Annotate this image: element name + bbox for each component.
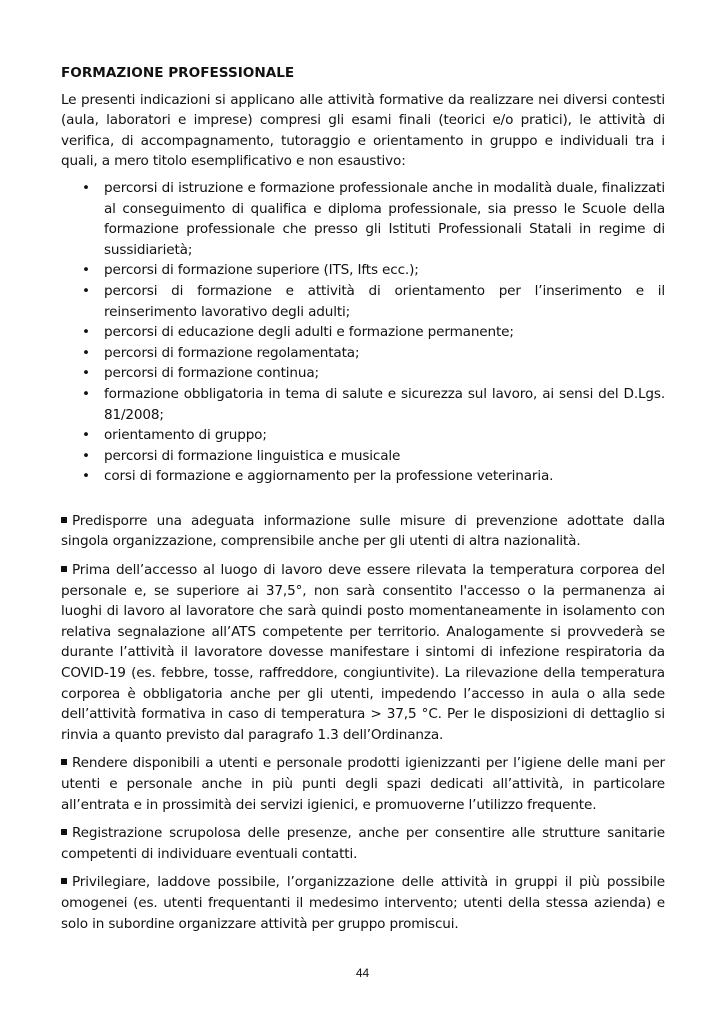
bullet-icon: • [82,385,90,402]
list-item-text: orientamento di gruppo; [104,427,267,444]
activity-list [61,178,665,487]
list-item-text: percorsi di formazione superiore (ITS, Ifts ecc.); [104,262,419,279]
measure-paragraph [61,560,665,745]
list-item-text: formazione obbligatoria in tema di salute e sicurezza sul lavoro, ai sensi del D.Lgs. 81/2008; [104,385,665,423]
list-item [61,466,665,487]
bullet-icon: • [82,427,90,444]
list-item [61,260,665,281]
list-item-text: percorsi di formazione continua; [104,365,319,382]
measure-text: Rendere disponibili a utenti e personale prodotti igienizzanti per l’igiene delle mani per utenti e personale anche in più punti degli spazi dedicati all’attività, in particolare all’entrata e in prossimità dei servizi igienici, e promuoverne l’utilizzo frequente. [61,755,665,813]
measure-paragraph [61,823,665,864]
bullet-icon: • [82,282,90,299]
bullet-icon: • [82,365,90,382]
bullet-icon: • [82,179,90,196]
measure-paragraph [61,753,665,815]
bullet-icon: • [82,324,90,341]
list-item-text: corsi di formazione e aggiornamento per la professione veterinaria. [104,468,554,485]
bullet-icon: • [82,262,90,279]
list-item [61,322,665,343]
list-item-text: percorsi di formazione e attività di orientamento per l’inserimento e il reinserimento lavorativo degli adulti; [104,282,665,320]
measure-paragraph [61,511,665,552]
measure-text: Registrazione scrupolosa delle presenze, anche per consentire alle strutture sanitarie competenti di individuare eventuali contatti. [61,825,665,862]
section-heading: FORMAZIONE PROFESSIONALE [61,65,295,81]
intro-paragraph: Le presenti indicazioni si applicano alle attività formative da realizzare nei diversi contesti (aula, laboratori e imprese) compresi gli esami finali (teorici e/o pratici), le attività di verifica, di accompagnamento, tutoraggio e orientamento in gruppo e individuali tra i quali, a mero titolo esemplificativo e non esaustivo: [61,91,665,170]
bullet-icon: • [82,468,90,485]
square-bullet-icon [61,878,67,884]
list-item [61,178,665,260]
list-item-text: percorsi di formazione linguistica e musicale [104,447,401,464]
square-bullet-icon [61,566,67,572]
list-item [61,281,665,322]
measure-text: Prima dell’accesso al luogo di lavoro deve essere rilevata la temperatura corporea del personale e, se superiore ai 37,5°, non sarà consentito l'accesso o la permanenza ai luoghi di lavoro al lavoratore che sarà quindi posto momentaneamente in isolamento con relativa segnalazione all’ATS competente per territorio. Analogamente si provvederà se durante l’attività il lavoratore dovesse manifestare i sintomi di infezione respiratoria da COVID-19 (es. febbre, tosse, raffreddore, congiuntivite). La rilevazione della temperatura corporea è obbligatoria anche per gli utenti, impedendo l’accesso in aula o alla sede dell’attività formativa in caso di temperatura > 37,5 °C. Per le disposizioni di dettaglio si rinvia a quanto previsto dal paragrafo 1.3 dell’Ordinanza. [61,562,665,743]
list-item-text: percorsi di educazione degli adulti e formazione permanente; [104,324,514,341]
list-item [61,446,665,467]
measure-text: Predisporre una adeguata informazione sulle misure di prevenzione adottate dalla singola organizzazione, comprensibile anche per gli utenti di altra nazionalità. [61,512,665,550]
page-number: 44 [355,966,370,980]
list-item [61,363,665,384]
list-item-text: percorsi di formazione regolamentata; [104,344,360,361]
list-item [61,343,665,364]
square-bullet-icon [61,829,67,835]
page-content [61,63,665,942]
measure-paragraph [61,872,665,934]
square-bullet-icon [61,759,67,765]
measure-text: Privilegiare, laddove possibile, l’organizzazione delle attività in gruppi il più possibile omogenei (es. utenti frequentanti il medesimo intervento; utenti della stessa azienda) e solo in subordine organizzare attività per gruppo promiscui. [61,874,665,932]
list-item [61,425,665,446]
list-item-text: percorsi di istruzione e formazione professionale anche in modalità duale, finalizzati al conseguimento di qualifica e diploma professionale, sia presso le Scuole della formazione professionale che presso gli Istituti Professionali Statali in regime di sussidiarietà; [104,179,665,258]
list-item [61,384,665,425]
bullet-icon: • [82,344,90,361]
bullet-icon: • [82,447,90,464]
square-bullet-icon [61,517,67,523]
